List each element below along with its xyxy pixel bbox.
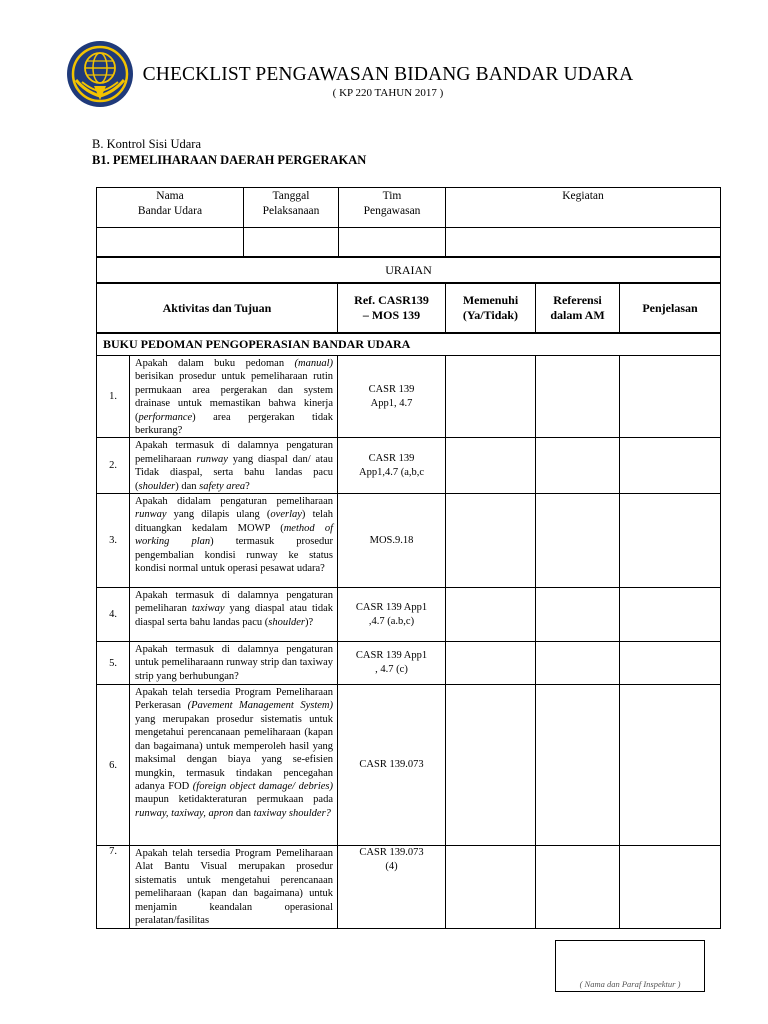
row-number: 2. bbox=[97, 438, 130, 494]
referensi-am-cell[interactable] bbox=[536, 438, 620, 494]
penjelasan-cell[interactable] bbox=[620, 438, 721, 494]
row-question: Apakah telah tersedia Program Pemeliharaan Alat Bantu Visual merupakan prosedur sistematis untuk mengetahui perencanaan pemeliharaan (kapan dan bagaimana) untuk menjamin keandalan operasional peralatan/fasilitas bbox=[130, 846, 338, 928]
row-reference: CASR 139 App1 , 4.7 (c) bbox=[338, 642, 446, 685]
input-kegiatan[interactable] bbox=[446, 228, 721, 257]
table-row bbox=[97, 642, 721, 685]
row-number: 5. bbox=[97, 642, 130, 685]
row-number: 7. bbox=[97, 846, 130, 928]
page-subtitle: ( KP 220 TAHUN 2017 ) bbox=[332, 87, 444, 99]
row-question: Apakah dalam buku pedoman (manual) berisikan prosedur untuk pemeliharaan rutin permukaan area pergerakan dan system drainase untuk memastikan bahwa kinerja (performance) area pergerakan tidak berkurang? bbox=[130, 356, 338, 438]
penjelasan-cell[interactable] bbox=[620, 685, 721, 846]
memenuhi-cell[interactable] bbox=[446, 438, 536, 494]
row-number: 4. bbox=[97, 588, 130, 642]
row-question: Apakah didalam pengaturan pemeliharaan runway yang dilapis ulang (overlay) telah dituangkan kedalam MOWP (method of working plan) termasuk prosedur pengembalian kondisi runway ke status kondisi normal untuk operasi pesawat udara? bbox=[130, 494, 338, 588]
table-row bbox=[97, 438, 721, 494]
table-row bbox=[97, 846, 721, 928]
page-title: CHECKLIST PENGAWASAN BIDANG BANDAR UDARA bbox=[142, 64, 634, 85]
row-reference: CASR 139 App1 ,4.7 (a.b,c) bbox=[338, 588, 446, 642]
header-kegiatan: Kegiatan bbox=[446, 188, 721, 228]
row-number: 1. bbox=[97, 356, 130, 438]
memenuhi-cell[interactable] bbox=[446, 846, 536, 928]
referensi-am-cell[interactable] bbox=[536, 588, 620, 642]
row-reference: CASR 139 App1,4.7 (a,b,c bbox=[338, 438, 446, 494]
referensi-am-cell[interactable] bbox=[536, 356, 620, 438]
signature-box[interactable] bbox=[555, 940, 705, 992]
memenuhi-cell[interactable] bbox=[446, 685, 536, 846]
info-table bbox=[96, 187, 721, 257]
header-tim: Tim Pengawasan bbox=[339, 188, 446, 228]
table-row bbox=[97, 356, 721, 438]
referensi-am-cell[interactable] bbox=[536, 846, 620, 928]
input-tanggal[interactable] bbox=[244, 228, 339, 257]
row-question: Apakah termasuk di dalamnya pengaturan pemeliharan taxiway yang diaspal atau tidak diaspal serta bahu landas pacu (shoulder)? bbox=[130, 588, 338, 642]
memenuhi-cell[interactable] bbox=[446, 494, 536, 588]
referensi-am-cell[interactable] bbox=[536, 685, 620, 846]
row-number: 3. bbox=[97, 494, 130, 588]
row-reference: MOS.9.18 bbox=[338, 494, 446, 588]
row-number: 6. bbox=[97, 685, 130, 846]
header-tanggal: Tanggal Pelaksanaan bbox=[244, 188, 339, 228]
row-question: Apakah termasuk di dalamnya pengaturan pemeliharaan runway yang diaspal dan/ atau Tidak diaspal, serta bahu landas pacu (shoulder) dan safety area? bbox=[130, 438, 338, 494]
table-row bbox=[97, 685, 721, 846]
column-ref: Ref. CASR139 – MOS 139 bbox=[338, 283, 446, 333]
section-row-title: BUKU PEDOMAN PENGOPERASIAN BANDAR UDARA bbox=[97, 333, 721, 356]
column-penjelasan: Penjelasan bbox=[620, 283, 721, 333]
row-reference: CASR 139.073 bbox=[338, 685, 446, 846]
penjelasan-cell[interactable] bbox=[620, 846, 721, 928]
memenuhi-cell[interactable] bbox=[446, 642, 536, 685]
row-reference: CASR 139 App1, 4.7 bbox=[338, 356, 446, 438]
section-label: B. Kontrol Sisi Udara bbox=[92, 137, 202, 151]
row-reference: CASR 139.073 (4) bbox=[338, 846, 446, 928]
penjelasan-cell[interactable] bbox=[620, 356, 721, 438]
penjelasan-cell[interactable] bbox=[620, 588, 721, 642]
input-tim[interactable] bbox=[339, 228, 446, 257]
column-referensi-am: Referensi dalam AM bbox=[536, 283, 620, 333]
referensi-am-cell[interactable] bbox=[536, 642, 620, 685]
row-question: Apakah termasuk di dalamnya pengaturan untuk pemeliharaann runway strip dan taxiway strip yang berhubungan? bbox=[130, 642, 338, 685]
referensi-am-cell[interactable] bbox=[536, 494, 620, 588]
header-bandar-udara: Nama Bandar Udara bbox=[97, 188, 244, 228]
memenuhi-cell[interactable] bbox=[446, 356, 536, 438]
table-row bbox=[97, 494, 721, 588]
column-activity: Aktivitas dan Tujuan bbox=[97, 283, 338, 333]
column-memenuhi: Memenuhi (Ya/Tidak) bbox=[446, 283, 536, 333]
input-bandar-udara[interactable] bbox=[97, 228, 244, 257]
signature-label: ( Nama dan Paraf Inspektur ) bbox=[579, 979, 681, 989]
penjelasan-cell[interactable] bbox=[620, 642, 721, 685]
memenuhi-cell[interactable] bbox=[446, 588, 536, 642]
penjelasan-cell[interactable] bbox=[620, 494, 721, 588]
uraian-header: URAIAN bbox=[97, 257, 721, 283]
checklist-table bbox=[96, 256, 721, 929]
row-question: Apakah telah tersedia Program Pemeliharaan Perkerasan (Pavement Management System) yang merupakan prosedur sistematis untuk mengetahui perencanaan pemeliharaan (kapan dan bagaimana) untuk memperoleh hasil yang maksimal dengan biaya yang se-efisien mungkin, termasuk tindakan pencegahan adanya FOD (foreign object damage/ debries) maupun ketidakteraturan permukaan pada runway, taxiway, apron dan taxiway shoulder? bbox=[130, 685, 338, 846]
table-row bbox=[97, 588, 721, 642]
subsection-label: B1. PEMELIHARAAN DAERAH PERGERAKAN bbox=[92, 153, 367, 167]
